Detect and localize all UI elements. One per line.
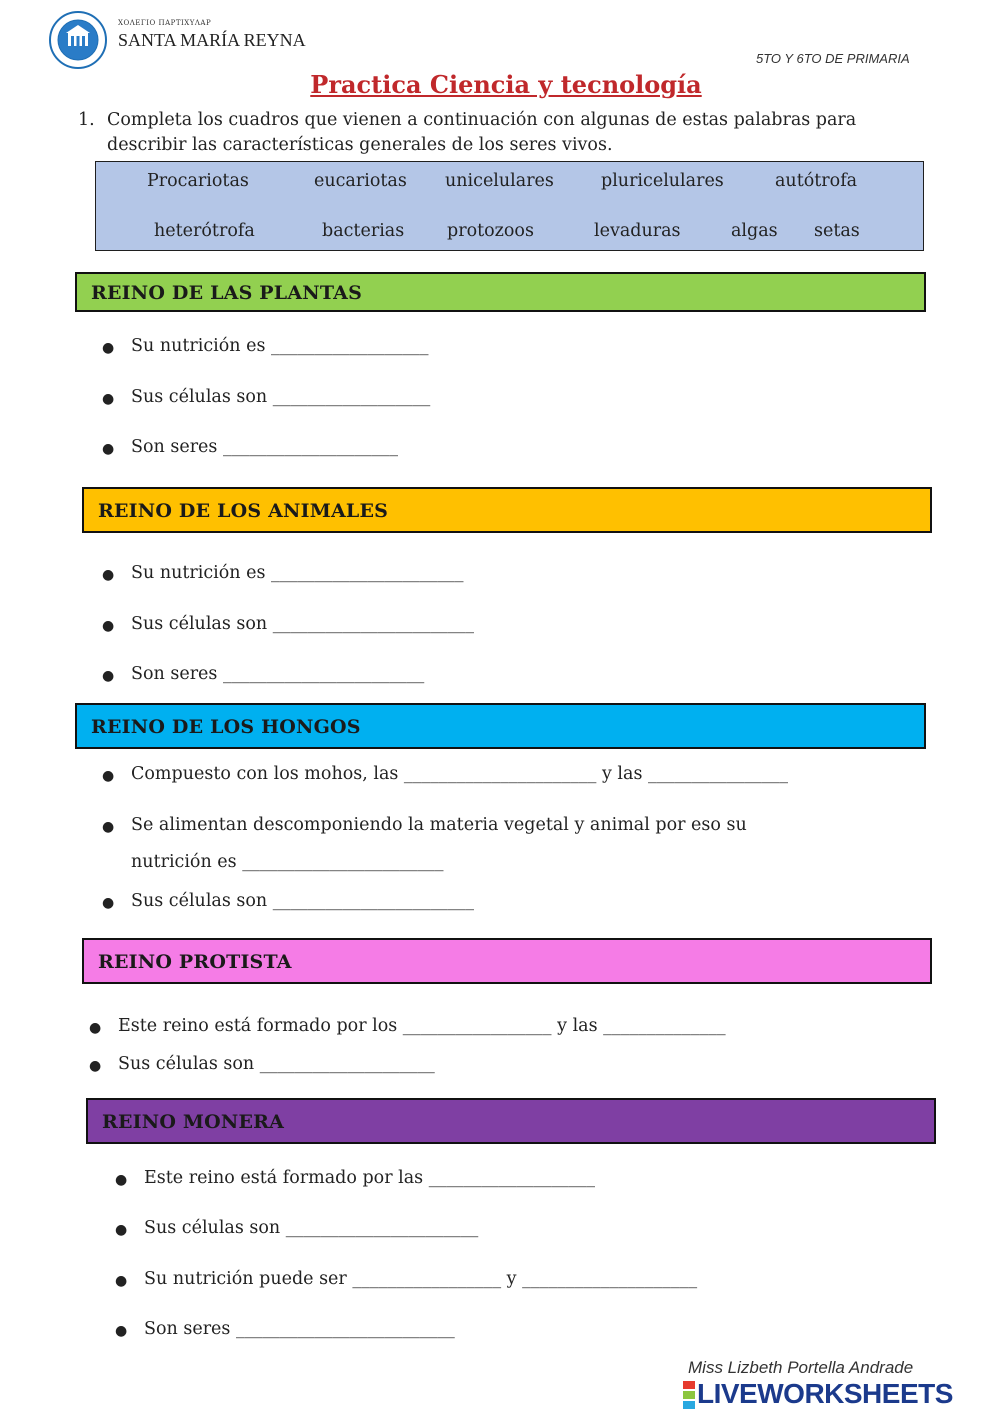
- list-item-continuation: nutrición es _______________________: [131, 852, 444, 872]
- school-motto: ΧΟΛΕΓΙΟ ΠΑΡΤΙΧΥΛΑΡ: [118, 19, 212, 27]
- school-logo: [48, 10, 108, 70]
- word-bank-item: bacterias: [322, 221, 405, 241]
- word-bank-item: levaduras: [594, 221, 681, 241]
- word-bank-item: heterótrofa: [154, 221, 255, 241]
- section-header-animales: REINO DE LOS ANIMALES: [82, 487, 932, 533]
- bullet-icon: ●: [102, 768, 115, 784]
- section-header-monera: REINO MONERA: [86, 1098, 936, 1144]
- bullet-icon: ●: [102, 391, 115, 407]
- page-title: Practica Ciencia y tecnología: [310, 70, 702, 99]
- instruction-number: 1.: [78, 110, 95, 130]
- bullet-icon: ●: [89, 1020, 102, 1036]
- author-credit: Miss Lizbeth Portella Andrade: [688, 1358, 914, 1377]
- bullet-icon: ●: [102, 618, 115, 634]
- bullet-icon: ●: [89, 1058, 102, 1074]
- word-bank-item: Procariotas: [147, 171, 249, 191]
- liveworksheets-logo[interactable]: LIVEWORKSHEETS: [697, 1378, 953, 1409]
- list-item: Compuesto con los mohos, las ______________________ y las ________________: [131, 764, 789, 784]
- bullet-icon: ●: [102, 567, 115, 583]
- bullet-icon: ●: [115, 1222, 128, 1238]
- word-bank-item: eucariotas: [314, 171, 407, 191]
- list-item: Este reino está formado por los _________________ y las ______________: [118, 1016, 726, 1036]
- section-header-hongos: REINO DE LOS HONGOS: [75, 703, 926, 749]
- section-header-protista: REINO PROTISTA: [82, 938, 932, 984]
- word-bank-item: pluricelulares: [601, 171, 724, 191]
- list-item: Sus células son ____________________: [118, 1054, 435, 1074]
- list-item: Su nutrición es __________________: [131, 336, 429, 356]
- bullet-icon: ●: [102, 340, 115, 356]
- list-item: Son seres ____________________: [131, 437, 398, 457]
- bullet-icon: ●: [102, 819, 115, 835]
- word-bank-item: unicelulares: [445, 171, 554, 191]
- bullet-icon: ●: [102, 895, 115, 911]
- word-bank-item: algas: [731, 221, 778, 241]
- word-bank: [95, 161, 924, 251]
- bullet-icon: ●: [102, 441, 115, 457]
- word-bank-item: autótrofa: [775, 171, 858, 191]
- list-item: Sus células son _______________________: [131, 614, 475, 634]
- liveworksheets-badge-icon: [683, 1381, 695, 1409]
- list-item: Son seres _________________________: [144, 1319, 455, 1339]
- list-item: Este reino está formado por las ___________________: [144, 1168, 595, 1188]
- list-item: Su nutrición es ______________________: [131, 563, 464, 583]
- grade-label: 5TO Y 6TO DE PRIMARIA: [756, 51, 910, 66]
- section-header-plantas: REINO DE LAS PLANTAS: [75, 272, 926, 312]
- list-item: Son seres _______________________: [131, 664, 425, 684]
- word-bank-item: setas: [814, 221, 860, 241]
- bullet-icon: ●: [115, 1273, 128, 1289]
- list-item: Su nutrición puede ser _________________ y ____________________: [144, 1269, 698, 1289]
- instruction-text: Completa los cuadros que vienen a continuación con algunas de estas palabras para describir las características generales de los seres vivos.: [107, 110, 857, 155]
- list-item: Sus células son ______________________: [144, 1218, 479, 1238]
- list-item: Sus células son __________________: [131, 387, 431, 407]
- school-name: SANTA MARÍA REYNA: [118, 30, 306, 50]
- bullet-icon: ●: [115, 1172, 128, 1188]
- word-bank-item: protozoos: [447, 221, 534, 241]
- list-item: Sus células son _______________________: [131, 891, 475, 911]
- bullet-icon: ●: [102, 668, 115, 684]
- bullet-icon: ●: [115, 1323, 128, 1339]
- list-item: Se alimentan descomponiendo la materia vegetal y animal por eso su: [131, 815, 747, 835]
